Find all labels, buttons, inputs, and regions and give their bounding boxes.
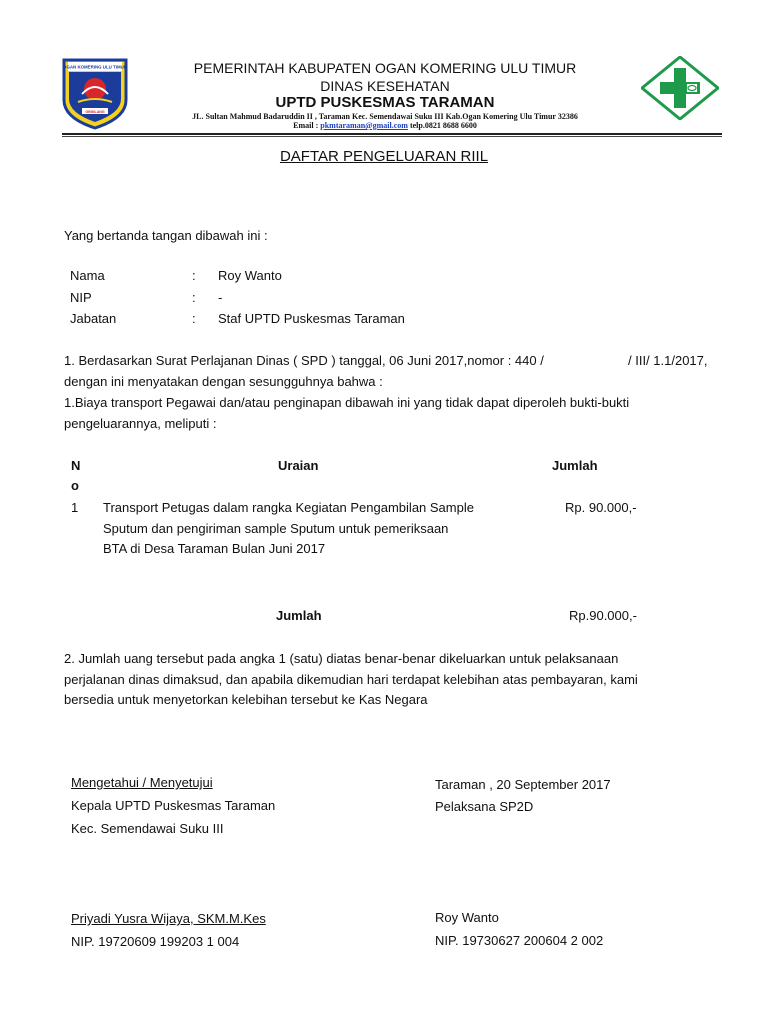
identity-value-nip: - <box>218 290 223 305</box>
table-row-desc-line2: Sputum dan pengiriman sample Sputum untuk pemeriksaan <box>103 521 449 536</box>
identity-label-jabatan: Jabatan <box>70 311 117 326</box>
identity-colon: : <box>192 311 196 326</box>
para2-line3: bersedia untuk menyetorkan kelebihan tersebut ke Kas Negara <box>64 692 428 707</box>
document-title: DAFTAR PENGELUARAN RIIL <box>279 148 489 165</box>
regency-emblem-logo <box>60 56 130 130</box>
para1-line3: 1.Biaya transport Pegawai dan/atau penginapan dibawah ini yang tidak dapat diperoleh bukti-bukti <box>64 395 630 410</box>
table-row-desc-line1: Transport Petugas dalam rangka Kegiatan Pengambilan Sample <box>103 500 474 515</box>
letterhead-address: JL. Sultan Mahmud Badaruddin II , Taraman Kec. Semendawai Suku III Kab.Ogan Komering Ulu Timur 32386 <box>192 112 578 121</box>
emblem-top-text: OGAN KOMERING ULU TIMUR <box>63 64 127 70</box>
sign-right-nip: NIP. 19730627 200604 2 002 <box>435 933 604 948</box>
para2-line2: perjalanan dinas dimaksud, dan apabila dikemudian hari terdapat kelebihan atas pembayaran, kami <box>64 672 638 687</box>
email-label: Email : <box>293 121 321 130</box>
letterhead-department: DINAS KESEHATAN <box>320 78 450 94</box>
para2-line1: 2. Jumlah uang tersebut pada angka 1 (satu) diatas benar-benar dikeluarkan untuk pelaksanaan <box>64 651 619 666</box>
table-header-no-2: o <box>71 478 79 493</box>
sign-left-position: Kepala UPTD Puskesmas Taraman <box>71 798 276 813</box>
table-total-label: Jumlah <box>276 608 322 623</box>
sign-left-approval: Mengetahui / Menyetujui <box>71 775 213 790</box>
table-total-amount: Rp.90.000,- <box>569 608 637 623</box>
para1-line1: 1. Berdasarkan Surat Perlajanan Dinas ( SPD ) tanggal, 06 Juni 2017,nomor : 440 / <box>64 353 544 368</box>
identity-colon: : <box>192 290 196 305</box>
sign-right-role: Pelaksana SP2D <box>435 799 534 814</box>
para1-line4: pengeluarannya, meliputi : <box>64 416 217 431</box>
identity-label-nip: NIP <box>70 290 92 305</box>
sign-right-name: Roy Wanto <box>435 910 499 925</box>
letterhead-institution: UPTD PUSKESMAS TARAMAN <box>275 94 495 111</box>
para1-line1-ref: / III/ 1.1/2017, <box>628 353 708 368</box>
table-header-jumlah: Jumlah <box>552 458 598 473</box>
identity-label-nama: Nama <box>70 268 105 283</box>
identity-colon: : <box>192 268 196 283</box>
identity-value-jabatan: Staf UPTD Puskesmas Taraman <box>218 311 405 326</box>
table-row-desc-line3: BTA di Desa Taraman Bulan Juni 2017 <box>103 541 326 556</box>
puskesmas-cross-logo <box>641 56 719 120</box>
emblem-bottom-text: GEMILANG <box>85 109 105 114</box>
table-header-uraian: Uraian <box>278 458 319 473</box>
phone-number: telp.0821 8688 6600 <box>407 121 477 130</box>
sign-right-place-date: Taraman , 20 September 2017 <box>435 777 611 792</box>
letterhead-government: PEMERINTAH KABUPATEN OGAN KOMERING ULU TIMUR <box>193 60 577 76</box>
sign-left-nip: NIP. 19720609 199203 1 004 <box>71 934 240 949</box>
table-header-no: N <box>71 458 81 473</box>
letterhead-rule-thin <box>62 136 722 137</box>
letterhead-contact <box>130 121 640 130</box>
sign-left-name: Priyadi Yusra Wijaya, SKM.M.Kes <box>71 911 266 926</box>
sign-left-office: Kec. Semendawai Suku III <box>71 821 224 836</box>
intro-text: Yang bertanda tangan dibawah ini : <box>64 228 268 243</box>
letterhead-rule <box>62 133 722 135</box>
table-row-no: 1 <box>71 500 79 515</box>
para1-line2: dengan ini menyatakan dengan sesungguhnya bahwa : <box>64 374 383 389</box>
identity-value-nama: Roy Wanto <box>218 268 282 283</box>
table-row-amount: Rp. 90.000,- <box>565 500 637 515</box>
email-link[interactable]: pkmtaraman@gmail.com <box>320 121 408 130</box>
